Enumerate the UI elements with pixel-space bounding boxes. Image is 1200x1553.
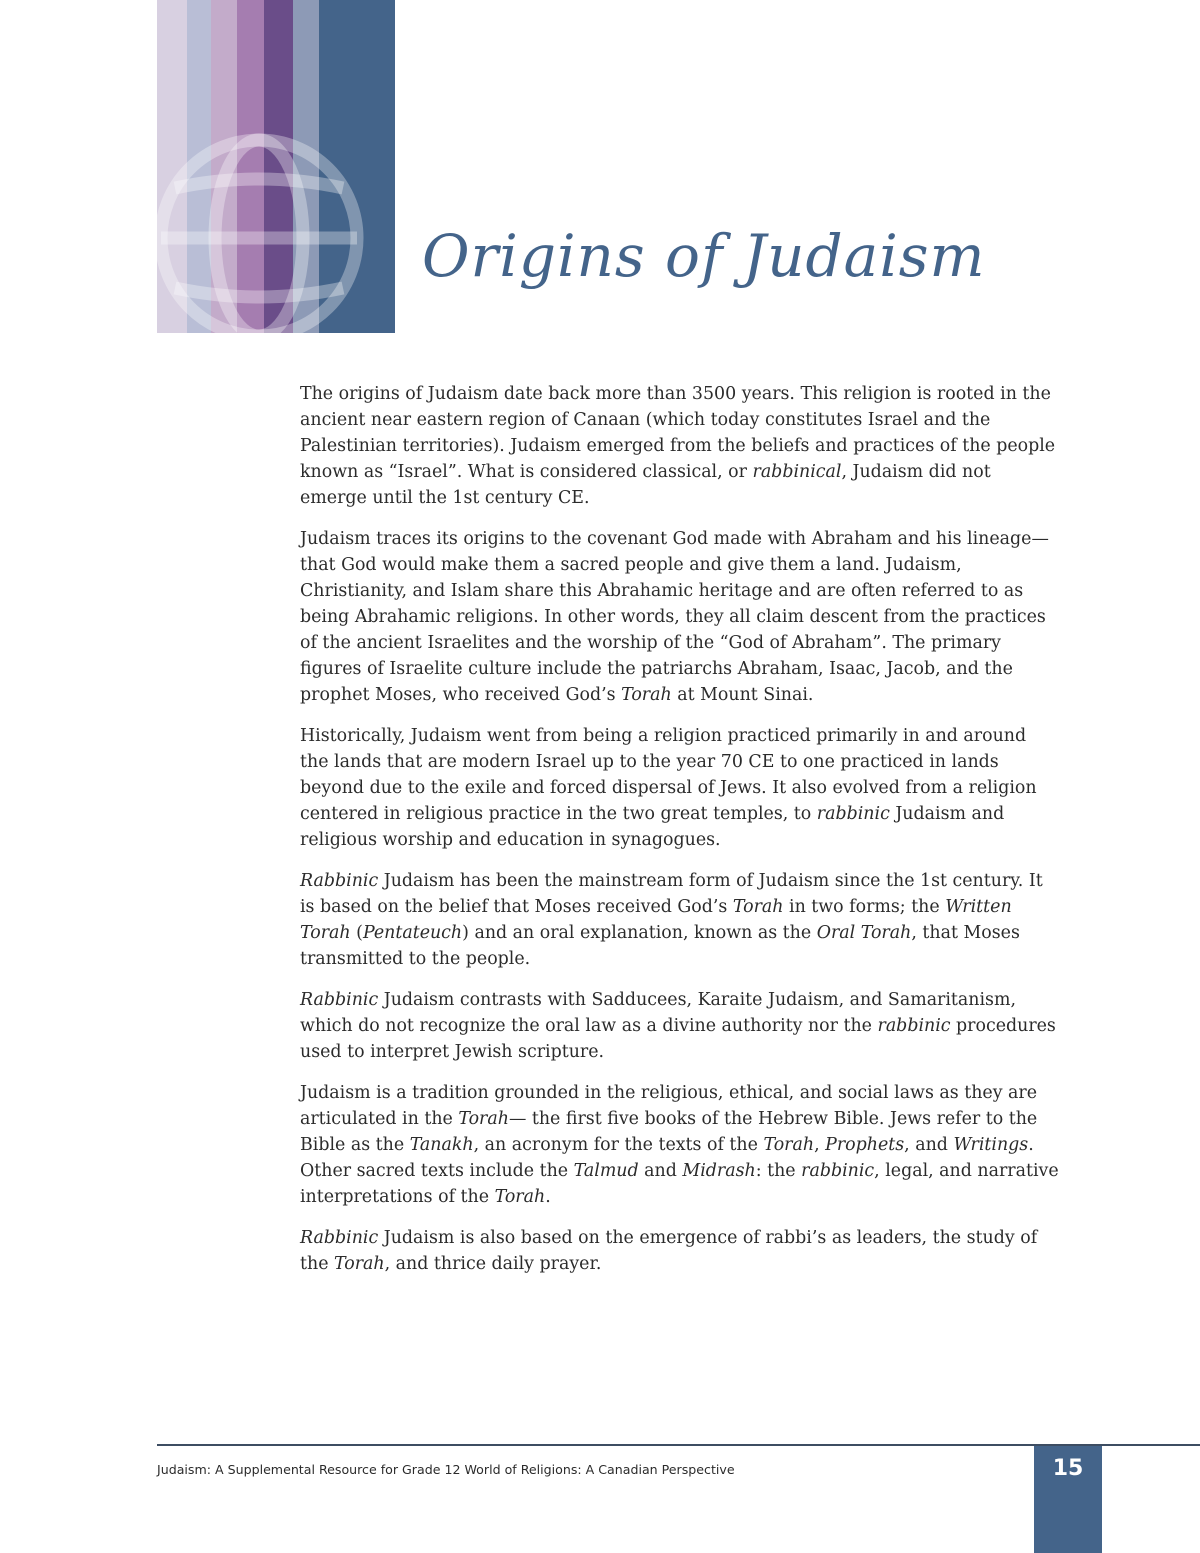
text-run: Judaism traces its origins to the covenant God made with Abraham and his lineage—that God would make them a sacred people and give them a land. Judaism, Christianity, and Islam share this Abrahamic heritage and are often referred to as being Abrahamic religions. In other words, they all claim descent from the practices of the ancient Israelites and the worship of the “God of Abraham”. The primary figures of Israelite culture include the patriarchs Abraham, Isaac, Jacob, and the prophet Moses, who received God’s [300,529,1049,705]
text-run: ( [350,923,363,943]
text-run: , Judaism did not emerge until the 1st century CE. [300,462,991,508]
decorative-banner [157,0,395,333]
italic-term: Rabbinic [300,871,379,891]
globe-icon [157,0,395,333]
italic-term: Talmud [573,1161,639,1181]
italic-term: Midrash [682,1161,756,1181]
body-text [300,381,1060,1292]
text-run: Historically, Judaism went from being a religion practiced primarily in and around the lands that are modern Israel up to the year 70 CE to one practiced in lands beyond due to the exile and forced dispersal of Jews. It also evolved from a religion centered in religious practice in the two great temples, to [300,726,1037,824]
italic-term: Torah [458,1109,509,1129]
text-run: . [545,1187,551,1207]
italic-term: Torah [763,1135,815,1155]
italic-term: Torah [732,897,784,917]
text-run: procedures used to interpret Jewish scripture. [300,1016,1056,1062]
text-run: Judaism contrasts with Sadducees, Karaite Judaism, and Samaritanism, which do not recognize the oral law as a divine authority nor the [300,990,1016,1036]
body-paragraph [300,868,1060,972]
text-run: : the [755,1161,802,1181]
page-number-tab [1034,1446,1102,1553]
text-run: and [638,1161,683,1181]
text-run: , an acronym for the texts of the [473,1135,764,1155]
italic-term: rabbinical [752,462,842,482]
body-paragraph [300,526,1060,708]
text-run: Judaism and religious worship and education in synagogues. [300,804,1005,850]
text-run: — the first five books of the Hebrew Bible. Jews refer to the Bible as the [300,1109,1038,1155]
italic-term: Writings [953,1135,1029,1155]
italic-term: rabbinic [877,1016,951,1036]
italic-term: Torah [621,685,672,705]
italic-term: Written Torah [300,897,1012,943]
text-run: at Mount Sinai. [671,685,814,705]
body-paragraph [300,1080,1060,1210]
text-run: . Other sacred texts include the [300,1135,1034,1181]
italic-term: rabbinic [816,804,890,824]
text-run: , and thrice daily prayer. [384,1254,602,1274]
italic-term: Tanakh [409,1135,474,1155]
italic-term: Rabbinic [300,990,379,1010]
text-run: , and [904,1135,954,1155]
text-run: in two forms; the [783,897,946,917]
body-paragraph [300,1225,1060,1277]
italic-term: Torah [494,1187,546,1207]
text-run: The origins of Judaism date back more than 3500 years. This religion is rooted in the ancient near eastern region of Canaan (which today constitutes Israel and the Palestinian territories). Judaism emerged from the beliefs and practices of the people known as “Israel”. What is considered classical, or [300,384,1056,482]
text-run: Judaism has been the mainstream form of Judaism since the 1st century. It is based on the belief that Moses received God’s [300,871,1043,917]
body-paragraph [300,381,1060,511]
text-run: Judaism is a tradition grounded in the religious, ethical, and social laws as they are articulated in the [300,1083,1038,1129]
italic-term: Prophets [825,1135,905,1155]
body-paragraph [300,987,1060,1065]
footer-title: Judaism: A Supplemental Resource for Grade 12 World of Religions: A Canadian Perspective [157,1462,735,1477]
italic-term: Rabbinic [300,1228,379,1248]
italic-term: Pentateuch [362,923,463,943]
italic-term: rabbinic [801,1161,875,1181]
italic-term: Torah [334,1254,385,1274]
page-title: Origins of Judaism [422,222,986,290]
text-run: ) and an oral explanation, known as the [462,923,817,943]
text-run: , [814,1135,826,1155]
text-run: , that Moses transmitted to the people. [300,923,1020,969]
italic-term: Oral Torah [816,923,912,943]
text-run: , legal, and narrative interpretations of the [300,1161,1059,1207]
text-run: Judaism is also based on the emergence of rabbi’s as leaders, the study of the [300,1228,1038,1274]
body-paragraph [300,723,1060,853]
page-number: 15 [1052,1456,1084,1481]
